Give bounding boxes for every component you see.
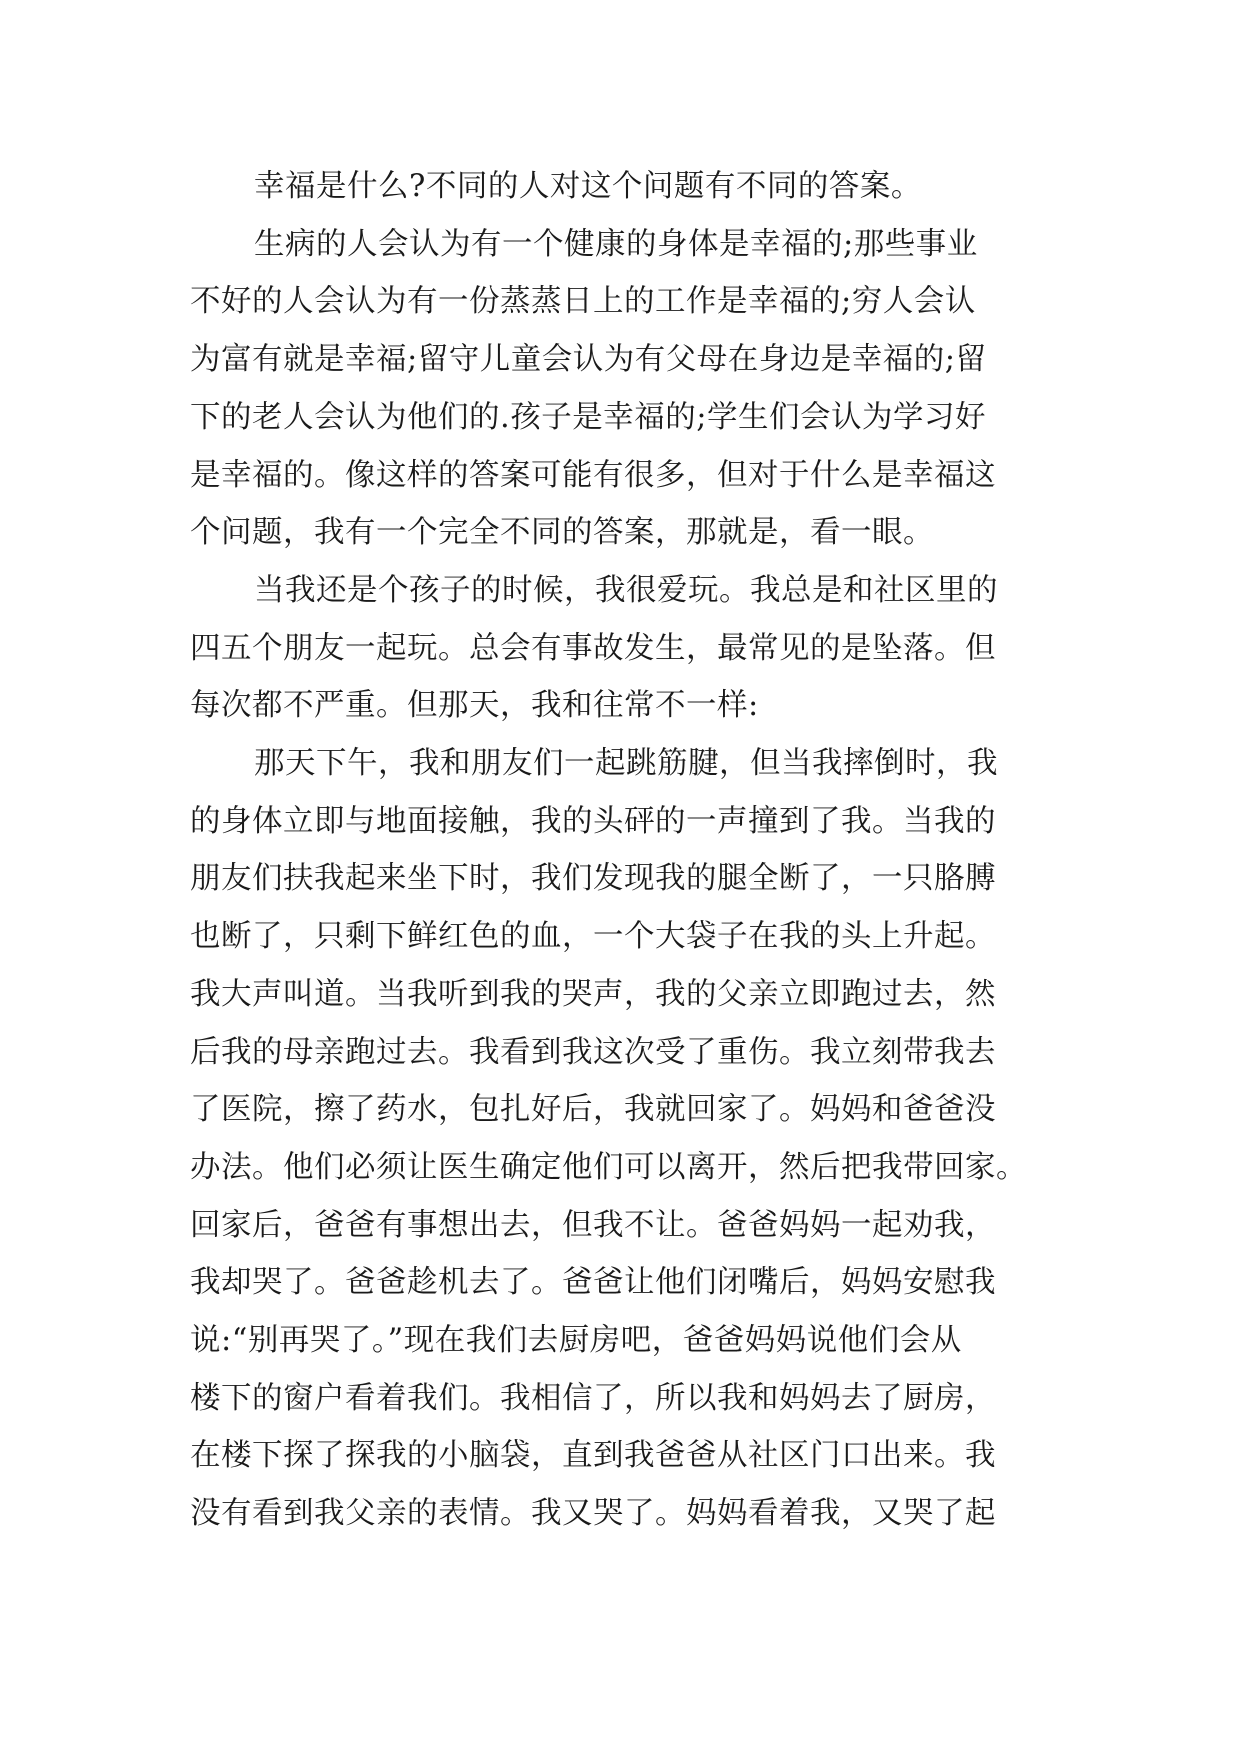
text-line: 也断了，只剩下鲜红色的血，一个大袋子在我的头上升起。 bbox=[190, 919, 996, 955]
text-line: 当我还是个孩子的时候，我很爱玩。我总是和社区里的 bbox=[254, 572, 998, 608]
text-line: 我大声叫道。当我听到我的哭声，我的父亲立即跑过去，然 bbox=[190, 976, 996, 1012]
text-line: 后我的母亲跑过去。我看到我这次受了重伤。我立刻带我去 bbox=[190, 1034, 996, 1070]
text-line: 在楼下探了探我的小脑袋，直到我爸爸从社区门口出来。我 bbox=[190, 1438, 996, 1474]
text-line: 是幸福的。像这样的答案可能有很多，但对于什么是幸福这 bbox=[190, 457, 996, 493]
text-line: 没有看到我父亲的表情。我又哭了。妈妈看着我，又哭了起 bbox=[190, 1496, 996, 1532]
text-line: 为富有就是幸福;留守儿童会认为有父母在身边是幸福的;留 bbox=[190, 342, 987, 378]
paragraph-4 bbox=[190, 735, 1050, 1543]
text-line: 我却哭了。爸爸趁机去了。爸爸让他们闭嘴后，妈妈安慰我 bbox=[190, 1265, 996, 1301]
text-line: 那天下午，我和朋友们一起跳筋腱，但当我摔倒时，我 bbox=[254, 746, 998, 782]
text-line: 个问题，我有一个完全不同的答案，那就是，看一眼。 bbox=[190, 515, 934, 551]
paragraph-3 bbox=[190, 562, 1050, 735]
text-line: 办法。他们必须让医生确定他们可以离开，然后把我带回家。 bbox=[190, 1149, 1027, 1185]
text-line: 幸福是什么?不同的人对这个问题有不同的答案。 bbox=[254, 169, 922, 204]
text-line: 生病的人会认为有一个健康的身体是幸福的;那些事业 bbox=[254, 226, 978, 262]
text-line: 下的老人会认为他们的.孩子是幸福的;学生们会认为学习好 bbox=[190, 399, 986, 435]
text-line: 说:“别再哭了。”现在我们去厨房吧，爸爸妈妈说他们会从 bbox=[190, 1323, 962, 1359]
body-text bbox=[190, 158, 1050, 1543]
text-line: 朋友们扶我起来坐下时，我们发现我的腿全断了，一只胳膊 bbox=[190, 861, 996, 897]
paragraph-1 bbox=[190, 158, 1050, 216]
text-line: 每次都不严重。但那天，我和往常不一样: bbox=[190, 688, 759, 724]
text-line: 不好的人会认为有一份蒸蒸日上的工作是幸福的;穷人会认 bbox=[190, 284, 976, 320]
text-line: 的身体立即与地面接触，我的头砰的一声撞到了我。当我的 bbox=[190, 803, 996, 839]
text-line: 了医院，擦了药水，包扎好后，我就回家了。妈妈和爸爸没 bbox=[190, 1092, 996, 1128]
text-line: 回家后，爸爸有事想出去，但我不让。爸爸妈妈一起劝我， bbox=[190, 1207, 996, 1243]
text-line: 四五个朋友一起玩。总会有事故发生，最常见的是坠落。但 bbox=[190, 630, 996, 666]
paragraph-2 bbox=[190, 216, 1050, 562]
text-line: 楼下的窗户看着我们。我相信了，所以我和妈妈去了厨房， bbox=[190, 1380, 996, 1416]
